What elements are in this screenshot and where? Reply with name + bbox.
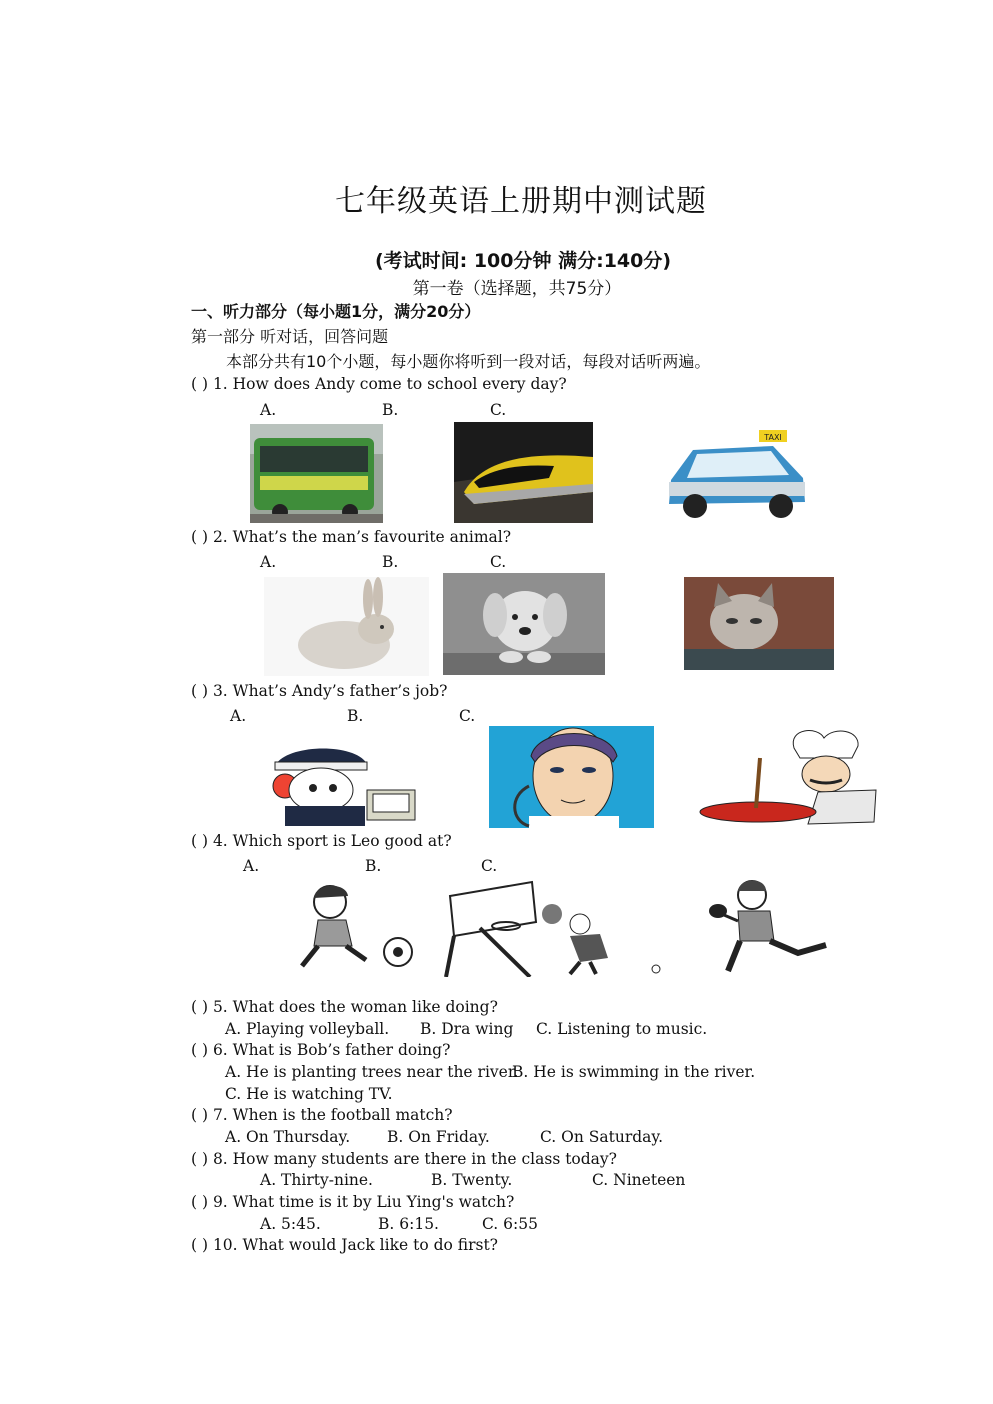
ping-pong-player-image <box>648 875 831 977</box>
question-7: ( ) 7. When is the football match? <box>191 1106 453 1124</box>
q4-option-c: C. <box>481 857 498 875</box>
q7-option-a: A. On Thursday. <box>225 1128 351 1146</box>
exam-info: (考试时间: 100分钟 满分:140分) <box>374 250 672 272</box>
q2-option-c: C. <box>490 553 507 571</box>
q1-option-b: B. <box>382 401 399 419</box>
question-1: ( ) 1. How does Andy come to school every day? <box>191 375 567 393</box>
bus-image <box>250 424 383 523</box>
q7-option-c: C. On Saturday. <box>540 1128 664 1146</box>
q3-option-b: B. <box>347 707 364 725</box>
q5-option-b: B. Dra wing <box>420 1020 514 1038</box>
q8-option-b: B. Twenty. <box>431 1171 513 1189</box>
question-3: ( ) 3. What’s Andy’s father’s job? <box>191 682 448 700</box>
section-heading: 一、听力部分（每小题1分，满分20分） <box>191 302 481 321</box>
volume-heading: 第一卷（选择题，共75分） <box>412 279 622 299</box>
question-9: ( ) 9. What time is it by Liu Ying's watch? <box>191 1193 515 1211</box>
instructions: 本部分共有10个小题，每小题你将听到一段对话，每段对话听两遍。 <box>226 352 711 371</box>
page-title: 七年级英语上册期中测试题 <box>335 184 707 219</box>
q3-option-a: A. <box>230 707 247 725</box>
taxi-sign-text: TAXI <box>764 433 782 442</box>
q5-option-c: C. Listening to music. <box>536 1020 708 1038</box>
taxi-image <box>663 420 810 521</box>
question-10: ( ) 10. What would Jack like to do first? <box>191 1236 498 1254</box>
q6-option-c: C. He is watching TV. <box>225 1085 393 1103</box>
q1-option-a: A. <box>260 401 277 419</box>
train-image <box>454 422 593 523</box>
q9-option-b: B. 6:15. <box>378 1215 439 1233</box>
chef-image <box>698 728 880 827</box>
q1-option-c: C. <box>490 401 507 419</box>
q2-option-b: B. <box>382 553 399 571</box>
q8-option-c: C. Nineteen <box>592 1171 686 1189</box>
doctor-image <box>489 726 654 828</box>
rabbit-image <box>264 577 429 676</box>
q4-option-b: B. <box>365 857 382 875</box>
part-heading: 第一部分 听对话，回答问题 <box>191 327 389 346</box>
q2-option-a: A. <box>260 553 277 571</box>
basketball-player-image <box>440 878 625 977</box>
q6-option-a: A. He is planting trees near the river. <box>225 1063 519 1081</box>
puppy-image <box>443 573 605 675</box>
question-4: ( ) 4. Which sport is Leo good at? <box>191 832 452 850</box>
q3-option-c: C. <box>459 707 476 725</box>
question-5: ( ) 5. What does the woman like doing? <box>191 998 498 1016</box>
q9-option-c: C. 6:55 <box>482 1215 538 1233</box>
question-8: ( ) 8. How many students are there in the class today? <box>191 1150 617 1168</box>
kitten-image <box>684 577 834 670</box>
q5-option-a: A. Playing volleyball. <box>225 1020 390 1038</box>
q9-option-a: A. 5:45. <box>260 1215 321 1233</box>
question-6: ( ) 6. What is Bob’s father doing? <box>191 1041 451 1059</box>
q8-option-a: A. Thirty-nine. <box>260 1171 373 1189</box>
q7-option-b: B. On Friday. <box>387 1128 490 1146</box>
q4-option-a: A. <box>243 857 260 875</box>
football-player-image <box>262 880 417 978</box>
question-2: ( ) 2. What’s the man’s favourite animal? <box>191 528 512 546</box>
q6-option-b: B. He is swimming in the river. <box>512 1063 756 1081</box>
police-officer-image <box>255 740 423 826</box>
